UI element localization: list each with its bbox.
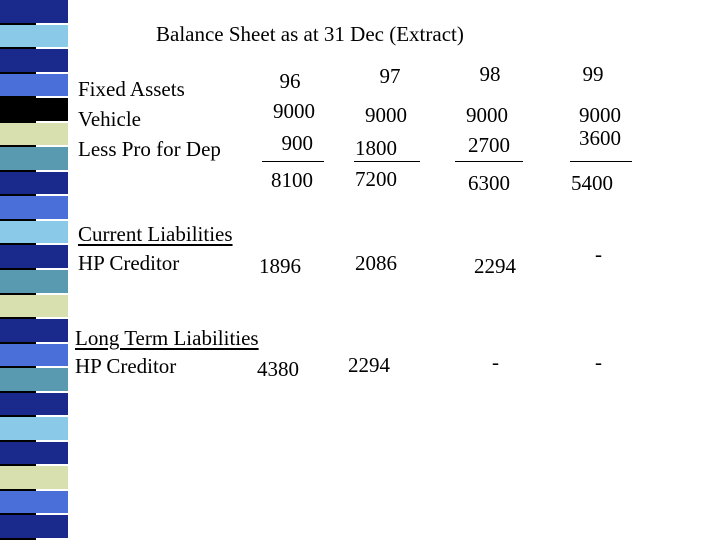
stripe-block (0, 147, 68, 170)
vehicle-98: 9000 (466, 103, 508, 127)
stripe-block (0, 515, 68, 538)
current-96: 1896 (259, 254, 301, 278)
vehicle-96: 9000 (273, 99, 315, 123)
total-rule-99 (570, 161, 632, 162)
current-98: 2294 (474, 254, 516, 278)
dep-98: 2700 (468, 133, 510, 157)
dep-99: 3600 (579, 126, 621, 150)
stripe-block (0, 270, 68, 293)
stripe-block (0, 319, 68, 342)
stripe-block (0, 49, 68, 72)
long-term-96: 4380 (257, 357, 299, 381)
net-97: 7200 (355, 167, 397, 191)
net-96: 8100 (271, 168, 313, 192)
long-term-hp-creditor-label: HP Creditor (75, 354, 177, 378)
current-99: - (595, 242, 602, 266)
stripe-block (0, 172, 68, 195)
total-rule-96 (262, 161, 324, 162)
vehicle-97: 9000 (365, 103, 407, 127)
stripe-block (0, 442, 68, 465)
stripe-block (0, 196, 68, 219)
dep-96: 900 (281, 131, 313, 155)
vehicle-99: 9000 (579, 103, 621, 127)
stripe-block (0, 98, 68, 121)
stripe-block (0, 245, 68, 268)
stripe-block (0, 123, 68, 146)
total-rule-97 (354, 161, 420, 162)
current-hp-creditor-label: HP Creditor (78, 251, 180, 275)
stripe-block (0, 368, 68, 391)
current-97: 2086 (355, 251, 397, 275)
stripe-block (0, 0, 68, 23)
long-term-99: - (595, 350, 602, 374)
year-99: 99 (582, 62, 604, 86)
net-98: 6300 (468, 171, 510, 195)
fixed-assets-heading: Fixed Assets (78, 77, 185, 101)
stripe-block (0, 491, 68, 514)
stripe-block (0, 295, 68, 318)
decorative-stripe (0, 0, 68, 540)
total-rule-98 (455, 161, 523, 162)
stripe-block (0, 417, 68, 440)
stripe-block (0, 466, 68, 489)
net-99: 5400 (571, 171, 613, 195)
year-97: 97 (379, 64, 401, 88)
stripe-block (0, 344, 68, 367)
year-98: 98 (479, 62, 501, 86)
stripe-block (0, 74, 68, 97)
stripe-block (0, 25, 68, 48)
long-term-98: - (492, 350, 499, 374)
current-liabilities-heading: Current Liabilities (78, 222, 233, 246)
stripe-block (0, 221, 68, 244)
page-title: Balance Sheet as at 31 Dec (Extract) (156, 22, 464, 46)
long-term-liabilities-heading: Long Term Liabilities (75, 326, 259, 350)
stripe-block (0, 393, 68, 416)
depreciation-label: Less Pro for Dep (78, 137, 221, 161)
dep-97: 1800 (355, 136, 397, 160)
year-96: 96 (279, 69, 301, 93)
vehicle-label: Vehicle (78, 107, 141, 131)
long-term-97: 2294 (348, 353, 390, 377)
